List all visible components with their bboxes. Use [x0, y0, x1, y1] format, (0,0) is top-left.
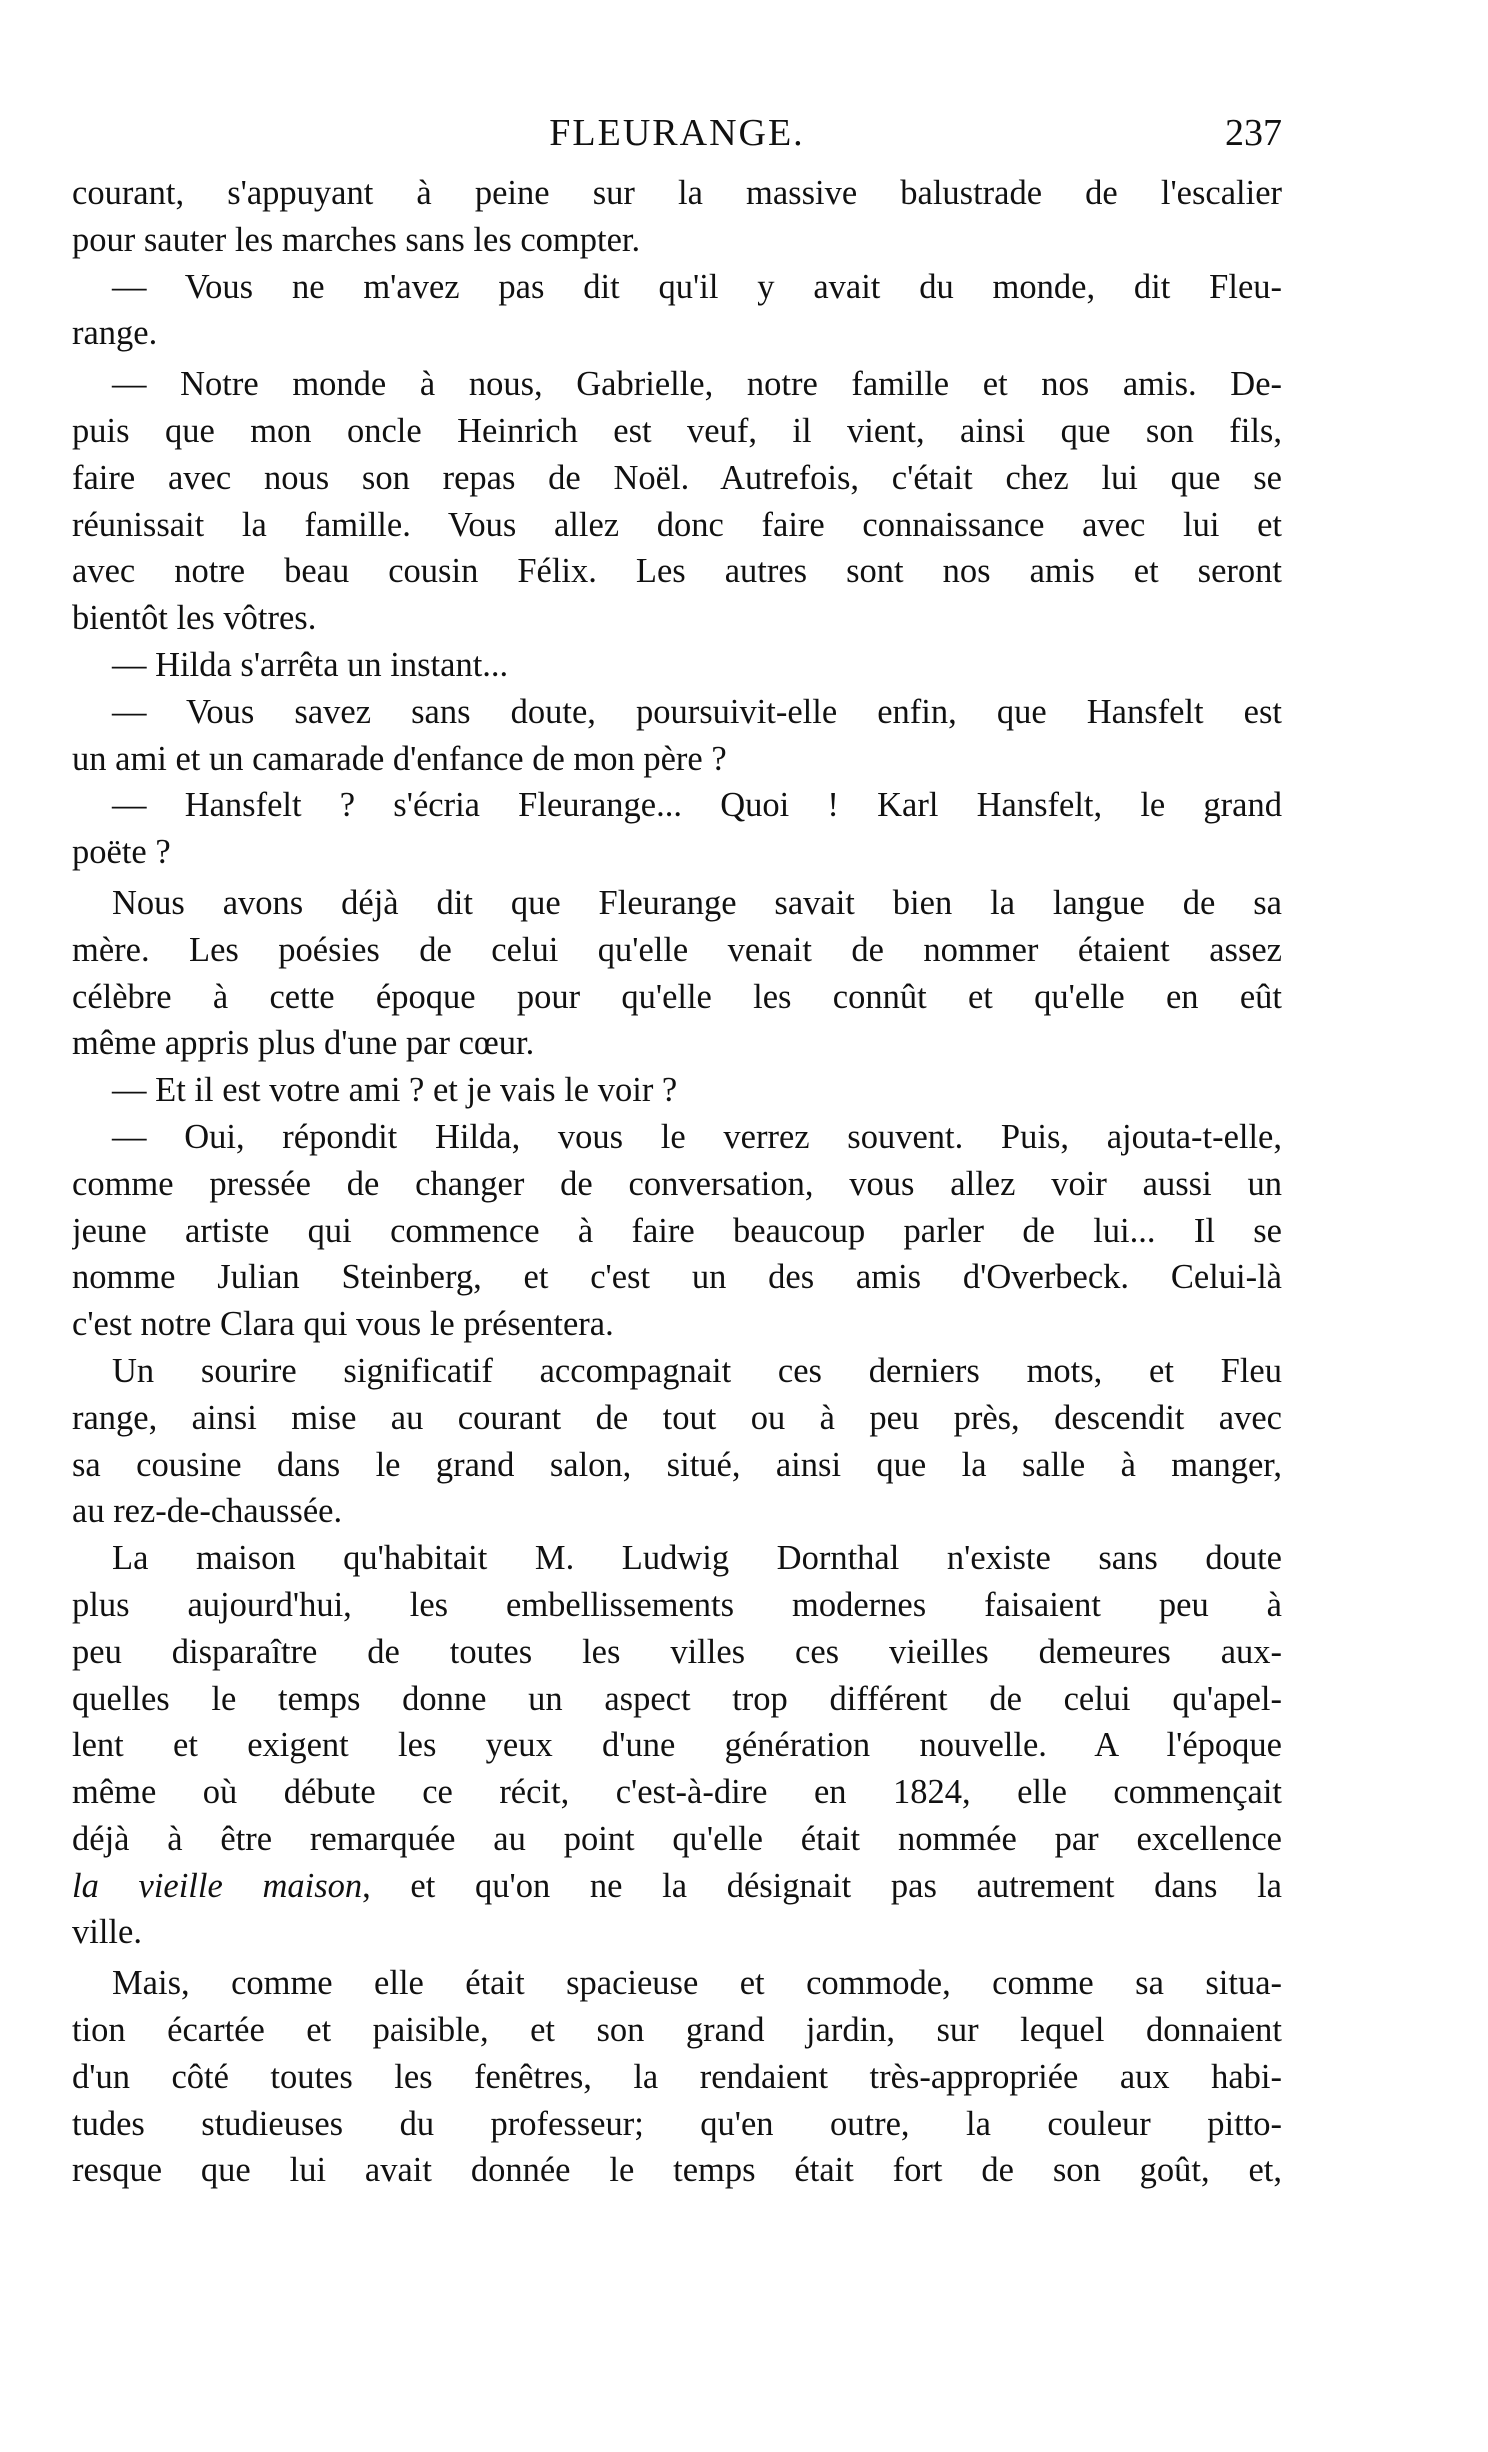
text-line [72, 264, 1282, 311]
line-text: plus aujourd'hui, les embellissements modernes faisaient peu à [72, 1585, 1282, 1624]
line-text: tion écartée et paisible, et son grand jardin, sur lequel donnaient [72, 2011, 1282, 2050]
text-line [72, 2101, 1282, 2148]
text-line [72, 2147, 1282, 2194]
line-text: — Vous ne m'avez pas dit qu'il y avait du monde, dit Fleu- [112, 267, 1282, 306]
text-line [72, 642, 1282, 689]
line-text: sa cousine dans le grand salon, situé, ainsi que la salle à manger, [72, 1445, 1282, 1484]
text-line [72, 1020, 1282, 1067]
line-text: — Et il est votre ami ? et je vais le voir ? [112, 1071, 678, 1110]
text-line [72, 1161, 1282, 1208]
line-text: célèbre à cette époque pour qu'elle les connût et qu'elle en eût [72, 977, 1282, 1016]
text-line [72, 1909, 1282, 1956]
text-line [72, 927, 1282, 974]
line-text: pour sauter les marches sans les compter. [72, 220, 641, 259]
text-line [72, 1208, 1282, 1255]
text-line [72, 170, 1282, 217]
line-text: — Notre monde à nous, Gabrielle, notre famille et nos amis. De- [112, 365, 1282, 404]
text-line [72, 1488, 1282, 1535]
line-text: d'un côté toutes les fenêtres, la rendaient très-appropriée aux habi- [72, 2057, 1282, 2096]
text-line [72, 502, 1282, 549]
text-line [72, 310, 1282, 357]
line-text: au rez-de-chaussée. [72, 1492, 343, 1531]
line-text: nomme Julian Steinberg, et c'est un des amis d'Overbeck. Celui-là [72, 1258, 1282, 1297]
text-line [72, 974, 1282, 1021]
line-text: peu disparaître de toutes les villes ces vieilles demeures aux- [72, 1632, 1282, 1671]
line-text: La maison qu'habitait M. Ludwig Dornthal n'existe sans doute [112, 1539, 1282, 1578]
line-text: , et qu'on ne la désignait pas autrement dans la [362, 1866, 1282, 1905]
line-text: quelles le temps donne un aspect trop différent de celui qu'apel- [72, 1679, 1282, 1718]
text-line [72, 595, 1282, 642]
text-line [72, 2054, 1282, 2101]
italic-phrase: la vieille maison [72, 1866, 363, 1905]
line-text: comme pressée de changer de conversation, vous allez voir aussi un [72, 1164, 1282, 1203]
line-text: Un sourire significatif accompagnait ces derniers mots, et Fleu [112, 1351, 1282, 1390]
page-number: 237 [1225, 112, 1282, 154]
text-line [72, 1582, 1282, 1629]
line-text: réunissait la famille. Vous allez donc faire connaissance avec lui et [72, 505, 1282, 544]
text-line [72, 1395, 1282, 1442]
text-line [72, 1816, 1282, 1863]
text-line [72, 1769, 1282, 1816]
line-text: Nous avons déjà dit que Fleurange savait bien la langue de sa [112, 883, 1282, 922]
line-text: — Hansfelt ? s'écria Fleurange... Quoi ! Karl Hansfelt, le grand [112, 786, 1282, 825]
text-line [72, 548, 1282, 595]
line-text: un ami et un camarade d'enfance de mon père ? [72, 739, 727, 778]
text-line [72, 1535, 1282, 1582]
text-line [72, 1301, 1282, 1348]
line-text: puis que mon oncle Heinrich est veuf, il vient, ainsi que son fils, [72, 411, 1282, 450]
text-line [72, 736, 1282, 783]
line-text: — Vous savez sans doute, poursuivit-elle enfin, que Hansfelt est [112, 692, 1282, 731]
text-line [72, 1676, 1282, 1723]
line-text: lent et exigent les yeux d'une génération nouvelle. A l'époque [72, 1726, 1282, 1765]
text-line [72, 455, 1282, 502]
line-text: bientôt les vôtres. [72, 599, 317, 638]
text-line [72, 1960, 1282, 2007]
text-line [72, 782, 1282, 829]
text-line [72, 1348, 1282, 1395]
line-text: — Oui, répondit Hilda, vous le verrez souvent. Puis, ajouta-t-elle, [112, 1117, 1282, 1156]
line-text: courant, s'appuyant à peine sur la massive balustrade de l'escalier [72, 174, 1282, 212]
line-text: même où débute ce récit, c'est-à-dire en 1824, elle commençait [72, 1773, 1282, 1812]
text-line [72, 1067, 1282, 1114]
line-text: range, ainsi mise au courant de tout ou à peu près, descendit avec [72, 1398, 1282, 1437]
line-text: mère. Les poésies de celui qu'elle venait de nommer étaient assez [72, 930, 1282, 969]
body-text [72, 170, 1282, 2194]
text-line [72, 1254, 1282, 1301]
line-text: tudes studieuses du professeur; qu'en outre, la couleur pitto- [72, 2104, 1282, 2143]
line-text: c'est notre Clara qui vous le présentera. [72, 1305, 614, 1344]
text-line [72, 1442, 1282, 1489]
text-line [72, 880, 1282, 927]
line-text: Mais, comme elle était spacieuse et commode, comme sa situa- [112, 1964, 1282, 2003]
line-text: même appris plus d'une par cœur. [72, 1024, 535, 1063]
text-line [72, 1863, 1282, 1910]
page-header [72, 108, 1282, 158]
text-line [72, 1629, 1282, 1676]
line-text: jeune artiste qui commence à faire beaucoup parler de lui... Il se [72, 1211, 1282, 1250]
text-line [72, 689, 1282, 736]
text-line [72, 217, 1282, 264]
line-text: range. [72, 314, 158, 353]
line-text: avec notre beau cousin Félix. Les autres sont nos amis et seront [72, 552, 1282, 591]
line-text: ville. [72, 1913, 142, 1952]
line-text: déjà à être remarquée au point qu'elle était nommée par excellence [72, 1819, 1282, 1858]
line-text: — Hilda s'arrêta un instant... [112, 645, 509, 684]
text-line [72, 2007, 1282, 2054]
line-text: resque que lui avait donnée le temps était fort de son goût, et, [72, 2151, 1282, 2190]
text-line [72, 1114, 1282, 1161]
text-line [72, 829, 1282, 876]
line-text: poëte ? [72, 833, 171, 872]
running-title: FLEURANGE. [549, 112, 805, 154]
text-line [72, 1722, 1282, 1769]
text-line [72, 408, 1282, 455]
line-text: faire avec nous son repas de Noël. Autrefois, c'était chez lui que se [72, 458, 1282, 497]
text-line [72, 361, 1282, 408]
